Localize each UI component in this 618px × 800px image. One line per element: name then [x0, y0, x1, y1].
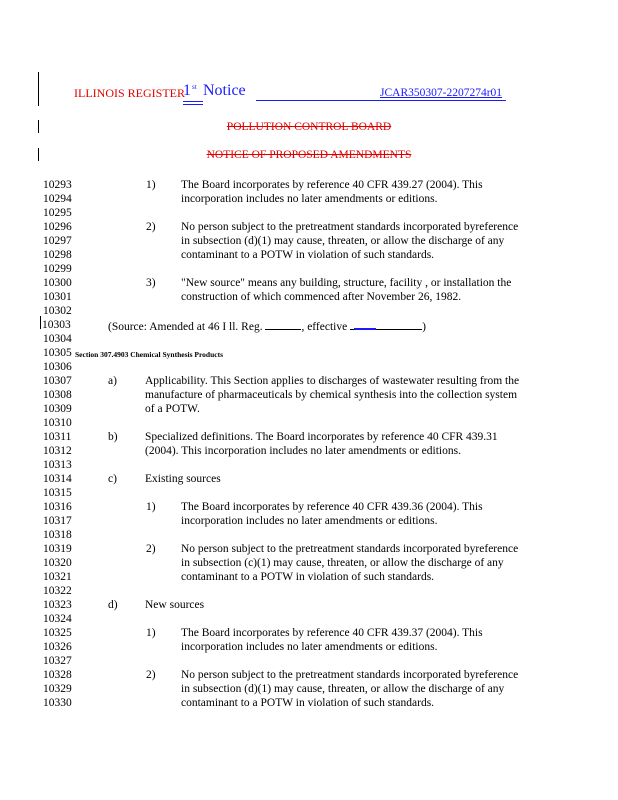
paragraph-text: The Board incorporates by reference 40 CFR 439.36 (2004). This [181, 501, 483, 513]
line-number: 10325 [43, 627, 72, 639]
paragraph-text: construction of which commenced after November 26, 1982. [181, 291, 462, 303]
line-number: 10323 [43, 599, 72, 611]
register-title: ILLINOIS REGISTER [74, 86, 185, 100]
list-marker: 2) [146, 669, 156, 681]
jcar-code: JCAR350307-2207274r01 [380, 87, 503, 99]
header-underline [256, 100, 506, 101]
line-number: 10324 [43, 613, 72, 625]
line-number: 10318 [43, 529, 72, 541]
line-number: 10316 [43, 501, 72, 513]
line-number: 10311 [43, 431, 72, 443]
paragraph-text: contaminant to a POTW in violation of such standards. [181, 697, 435, 709]
line-number: 10328 [43, 669, 72, 681]
paragraph-text: No person subject to the pretreatment standards incorporated byreference [181, 543, 519, 555]
line-number: 10302 [43, 305, 72, 317]
page-number-underline-1 [183, 101, 203, 102]
line-number: 10297 [43, 235, 72, 247]
change-bar-source [40, 316, 41, 329]
paragraph-text: in subsection (c)(1) may cause, threaten, or allow the discharge of any [181, 557, 504, 569]
line-number: 10307 [43, 375, 72, 387]
paragraph-text: contaminant to a POTW in violation of such standards. [181, 249, 435, 261]
paragraph-text: Existing sources [145, 473, 221, 485]
agency-title: POLLUTION CONTROL BOARD [226, 121, 392, 133]
line-number: 10296 [43, 221, 72, 233]
line-number: 10320 [43, 557, 72, 569]
paragraph-text: Applicability. This Section applies to discharges of wastewater resulting from the [145, 375, 520, 387]
line-number: 10313 [43, 459, 72, 471]
line-number: 10304 [43, 333, 72, 345]
line-number: 10329 [43, 683, 72, 695]
list-marker: 2) [146, 221, 156, 233]
paragraph-text: Specialized definitions. The Board incorporates by reference 40 CFR 439.31 [145, 431, 498, 443]
line-number: 10321 [43, 571, 72, 583]
page-number-value: 1 [183, 82, 191, 99]
page-number-underline-2 [183, 104, 203, 105]
source-prefix: (Source: Amended at 46 I ll. Reg. [108, 321, 266, 333]
notice-label: Notice [203, 82, 246, 99]
line-number: 10310 [43, 417, 72, 429]
line-number: 10327 [43, 655, 72, 667]
paragraph-text: (2004). This incorporation includes no later amendments or editions. [145, 445, 461, 457]
line-number: 10308 [43, 389, 72, 401]
page-number [183, 82, 197, 100]
line-number: 10330 [43, 697, 72, 709]
paragraph-text: No person subject to the pretreatment standards incorporated byreference [181, 669, 519, 681]
line-number: 10293 [43, 179, 72, 191]
line-number: 10306 [43, 361, 72, 373]
line-number: 10326 [43, 641, 72, 653]
line-number: 10314 [43, 473, 72, 485]
paragraph-text: incorporation includes no later amendments or editions. [181, 193, 438, 205]
paragraph-text: incorporation includes no later amendments or editions. [181, 641, 438, 653]
section-heading: Section 307.4903 Chemical Synthesis Products [75, 350, 223, 359]
line-number: 10319 [43, 543, 72, 555]
line-number: 10298 [43, 249, 72, 261]
line-number: 10305 [43, 347, 72, 359]
line-number: 10322 [43, 585, 72, 597]
paragraph-text: New sources [145, 599, 205, 611]
line-number: 10309 [43, 403, 72, 415]
paragraph-text: incorporation includes no later amendments or editions. [181, 515, 438, 527]
line-number: 10301 [43, 291, 72, 303]
notice-title: NOTICE OF PROPOSED AMENDMENTS [206, 149, 412, 161]
line-number: 10295 [43, 207, 72, 219]
source-effective: , effective [301, 321, 351, 333]
effective-date-blank [350, 318, 422, 330]
paragraph-text: The Board incorporates by reference 40 CFR 439.37 (2004). This [181, 627, 483, 639]
list-marker: 2) [146, 543, 156, 555]
paragraph-text: "New source" means any building, structure, facility , or installation the [181, 277, 512, 289]
page-number-suffix: st [192, 82, 197, 91]
line-number: 10317 [43, 515, 72, 527]
list-marker: d) [108, 599, 118, 611]
paragraph-text: in subsection (d)(1) may cause, threaten, or allow the discharge of any [181, 235, 505, 247]
paragraph-text: of a POTW. [145, 403, 200, 415]
list-marker: 1) [146, 627, 156, 639]
line-number: 10303 [42, 319, 71, 331]
list-marker: 3) [146, 277, 156, 289]
line-number: 10300 [43, 277, 72, 289]
paragraph-text: No person subject to the pretreatment standards incorporated byreference [181, 221, 519, 233]
paragraph-text: The Board incorporates by reference 40 CFR 439.27 (2004). This [181, 179, 483, 191]
line-number: 10312 [43, 445, 72, 457]
list-marker: 1) [146, 179, 156, 191]
change-bar-header [38, 72, 39, 106]
line-number: 10294 [43, 193, 72, 205]
line-number: 10315 [43, 487, 72, 499]
source-note [108, 318, 426, 334]
list-marker: c) [108, 473, 117, 485]
source-end: ) [422, 321, 426, 333]
register-blank [265, 318, 301, 330]
paragraph-text: contaminant to a POTW in violation of such standards. [181, 571, 435, 583]
list-marker: a) [108, 375, 117, 387]
paragraph-text: manufacture of pharmaceuticals by chemical synthesis into the collection system [145, 389, 518, 401]
line-number: 10299 [43, 263, 72, 275]
paragraph-text: in subsection (d)(1) may cause, threaten, or allow the discharge of any [181, 683, 505, 695]
list-marker: 1) [146, 501, 156, 513]
effective-date-insert-mark [354, 328, 376, 330]
list-marker: b) [108, 431, 118, 443]
